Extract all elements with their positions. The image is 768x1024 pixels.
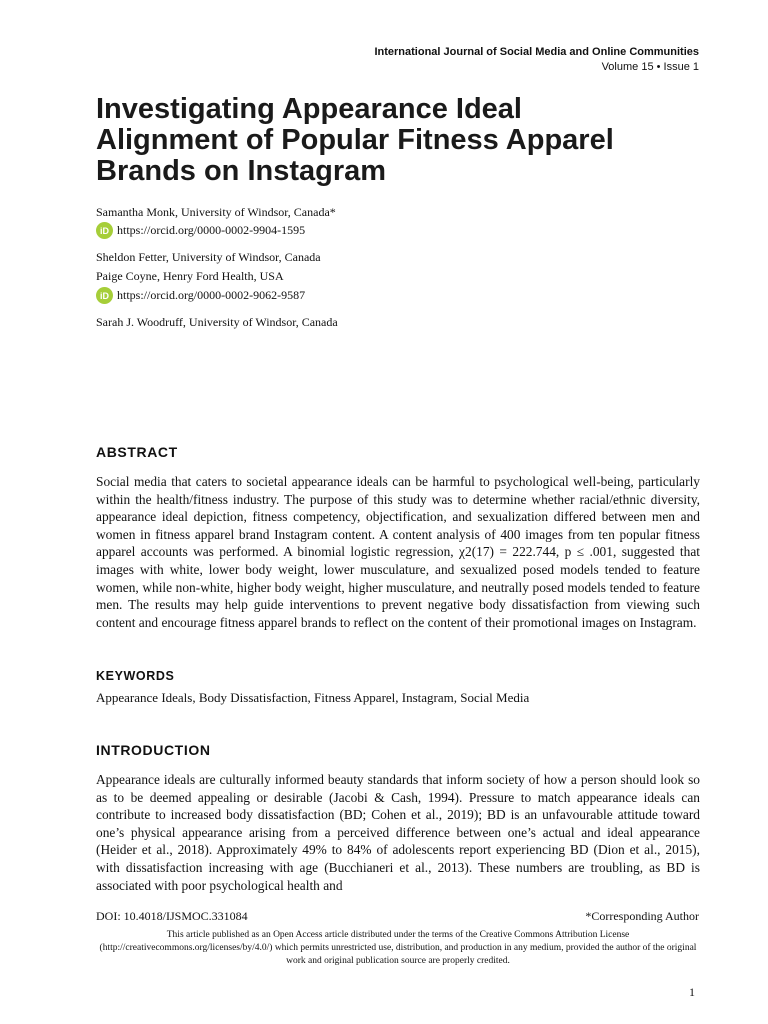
author-3: Paige Coyne, Henry Ford Health, USA — [96, 269, 284, 283]
license-notice: This article published as an Open Access article distributed under the terms of the Creative Commons Attribution License (http://creativecommons.org/licenses/by/4.0/) which permits unrestricted use, distribution, and production in any medium, provided the author of the original work and original publication source are properly credited. — [99, 930, 697, 966]
abstract-heading: ABSTRACT — [96, 444, 178, 460]
orcid-link-1[interactable]: https://orcid.org/0000-0002-9904-1595 — [117, 223, 306, 237]
introduction-text: Appearance ideals are culturally informed beauty standards that inform society of how a person should look so as to be deemed appealing or desirable (Jacobi & Cash, 1994). Pressure to match appearance ideals can contribute to increased body dissatisfaction (BD; Cohen et al., 2019); BD is an unfavourable attitude toward one’s physical appearance arising from a perceived difference between one’s actual and ideal appearance (Heider et al., 2018). Approximately 49% to 84% of adolescents report experiencing BD (Dion et al., 2015), with dissatisfaction increasing with age (Bucchianeri et al., 2013). These numbers are troubling, as BD is associated with poor psychological health and — [96, 772, 700, 893]
orcid-2[interactable] — [96, 287, 305, 304]
keywords-heading: KEYWORDS — [96, 669, 175, 683]
introduction-heading: INTRODUCTION — [96, 742, 211, 758]
doi[interactable]: DOI: 10.4018/IJSMOC.331084 — [96, 909, 248, 923]
author-4: Sarah J. Woodruff, University of Windsor, Canada — [96, 315, 338, 329]
keywords-text: Appearance Ideals, Body Dissatisfaction, Fitness Apparel, Instagram, Social Media — [96, 690, 530, 705]
paper-title: Investigating Appearance Ideal Alignment of Popular Fitness Apparel Brands on Instagram — [96, 93, 614, 187]
orcid-1[interactable] — [96, 222, 305, 239]
orcid-icon: iD — [96, 287, 113, 304]
journal-name: International Journal of Social Media and Online Communities — [374, 46, 699, 58]
corresponding-author-note: *Corresponding Author — [585, 909, 699, 923]
volume-issue: Volume 15 • Issue 1 — [601, 61, 699, 73]
author-2: Sheldon Fetter, University of Windsor, Canada — [96, 250, 321, 264]
author-1: Samantha Monk, University of Windsor, Canada* — [96, 205, 336, 219]
abstract-text: Social media that caters to societal appearance ideals can be harmful to psychological well-being, particularly within the health/fitness industry. The purpose of this study was to determine whether racial/ethnic diversity, appearance ideal depiction, fitness competency, objectification, and sexualization differed between men and women in fitness apparel brand Instagram content. A content analysis of 400 images from ten popular fitness apparel accounts was performed. A binomial logistic regression, χ2(17) = 222.744, p ≤ .001, suggested that images with white, lower body weight, lower musculature, and sexualized posed models tended to feature women, while non-white, higher body weight, higher musculature, and neutrally posed models tended to feature men. The results may help guide interventions to prevent negative body dissatisfaction from viewing such content and encourage fitness apparel brands to reflect on the content of their promotional images on Instagram. — [96, 474, 700, 630]
orcid-link-2[interactable]: https://orcid.org/0000-0002-9062-9587 — [117, 288, 306, 302]
page-number: 1 — [689, 985, 695, 999]
orcid-icon: iD — [96, 222, 113, 239]
